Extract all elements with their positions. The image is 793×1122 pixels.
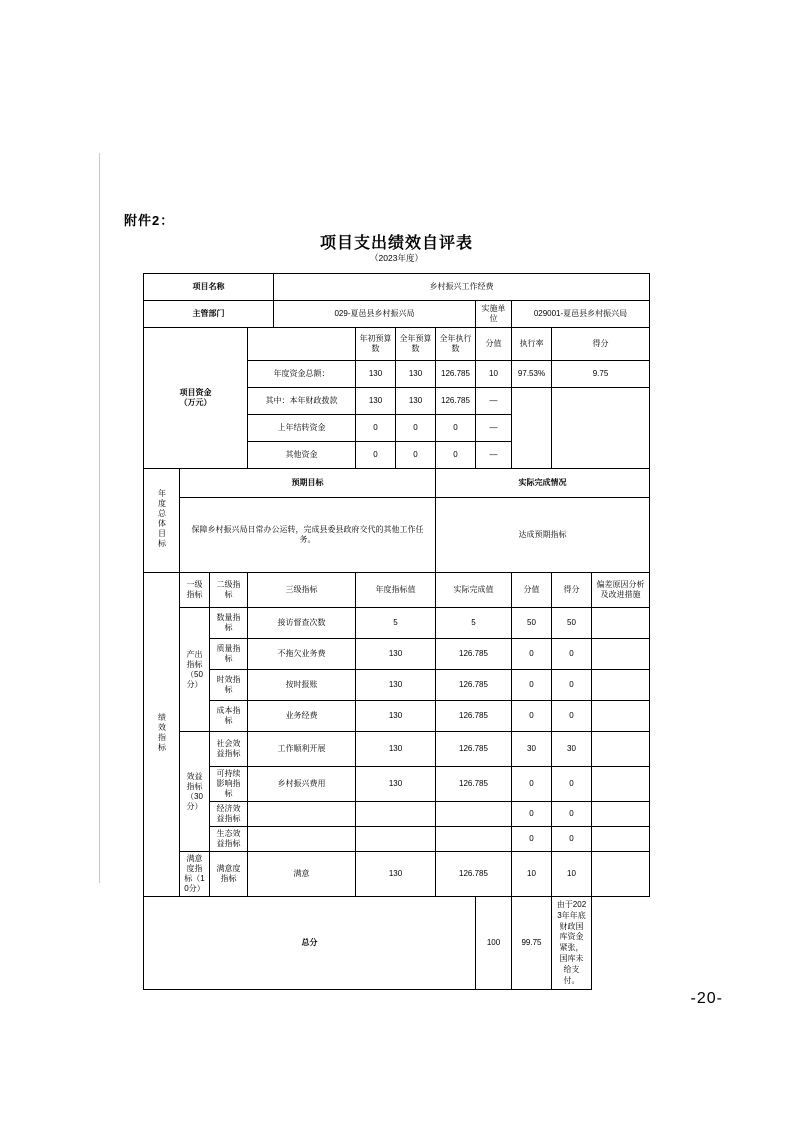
funds-cell: — — [476, 442, 512, 469]
level3-label: 不拖欠业务费 — [248, 639, 356, 670]
funds-col-header: 全年预算数 — [396, 328, 436, 361]
funds-cell: 130 — [356, 361, 396, 388]
total-score: 100 — [476, 897, 512, 990]
page-subtitle: （2023年度） — [370, 253, 423, 263]
table-row-total — [144, 897, 650, 990]
level2-label: 经济效益指标 — [210, 802, 248, 827]
score-value: 10 — [512, 852, 552, 897]
group-label-satisfaction: 满意度指标（10分） — [180, 852, 210, 897]
remark-value — [592, 670, 650, 701]
score-value: 0 — [512, 639, 552, 670]
funds-row-label: 其中：本年财政拨款 — [248, 388, 356, 415]
remark-value — [592, 827, 650, 852]
col-header-level3: 三级指标 — [248, 573, 356, 608]
funds-label: 项目资金 （万元） — [144, 328, 248, 469]
level3-label: 乡村振兴费用 — [248, 767, 356, 802]
level3-label: 满意 — [248, 852, 356, 897]
col-header-score: 分值 — [512, 573, 552, 608]
remark-value — [592, 767, 650, 802]
remark-value — [592, 852, 650, 897]
funds-cell: 130 — [396, 361, 436, 388]
score-value: 0 — [512, 802, 552, 827]
dept-value: 029-夏邑县乡村振兴局 — [274, 301, 476, 328]
target-value: 130 — [356, 670, 436, 701]
table-row — [144, 670, 650, 701]
group-label-output: 产出指标 （50分） — [180, 608, 210, 732]
funds-cell-blank — [552, 388, 650, 469]
actual-value: 5 — [436, 608, 512, 639]
actual-goal-header: 实际完成情况 — [436, 469, 650, 498]
col-header-remark: 偏差原因分析及改进措施 — [592, 573, 650, 608]
table-row — [144, 301, 650, 328]
table-row — [144, 274, 650, 301]
total-point: 99.75 — [512, 897, 552, 990]
funds-cell: 10 — [476, 361, 512, 388]
total-remark: 由于2023年年底财政国库资金紧张，国库未给支付。 — [552, 897, 592, 990]
annual-goal-side-label — [144, 469, 180, 573]
point-value: 0 — [552, 802, 592, 827]
point-value: 0 — [552, 639, 592, 670]
remark-value — [592, 802, 650, 827]
level3-label: 按时报账 — [248, 670, 356, 701]
col-header-target: 年度指标值 — [356, 573, 436, 608]
funds-col-header: 执行率 — [512, 328, 552, 361]
project-name-label: 项目名称 — [144, 274, 274, 301]
score-value: 30 — [512, 732, 552, 767]
level3-label: 业务经费 — [248, 701, 356, 732]
funds-cell-blank — [512, 388, 552, 469]
unit-label: 实施单位 — [476, 301, 512, 328]
table-row — [144, 701, 650, 732]
dept-label: 主管部门 — [144, 301, 274, 328]
level2-label: 可持续影响指标 — [210, 767, 248, 802]
expected-goal-header: 预期目标 — [180, 469, 436, 498]
indicators-side-label — [144, 573, 180, 897]
performance-evaluation-table — [143, 273, 650, 990]
actual-value: 126.785 — [436, 852, 512, 897]
indicators-side-text: 绩效指标 — [157, 713, 167, 753]
annual-goal-side-text: 年度总体目标 — [157, 489, 167, 549]
funds-cell: 126.785 — [436, 388, 476, 415]
funds-cell: 0 — [436, 442, 476, 469]
table-row — [144, 498, 650, 573]
target-value: 5 — [356, 608, 436, 639]
remark-value — [592, 639, 650, 670]
point-value: 0 — [552, 701, 592, 732]
page-number: -20- — [690, 990, 723, 1007]
target-value — [356, 802, 436, 827]
score-value: 0 — [512, 767, 552, 802]
group-label-benefit: 效益指标 （30分） — [180, 732, 210, 852]
table-row — [144, 573, 650, 608]
funds-col-header: 全年执行数 — [436, 328, 476, 361]
point-value: 0 — [552, 767, 592, 802]
funds-row-label: 其他资金 — [248, 442, 356, 469]
remark-value — [592, 608, 650, 639]
actual-value: 126.785 — [436, 670, 512, 701]
table-row — [144, 802, 650, 827]
funds-row-label: 上年结转资金 — [248, 415, 356, 442]
level2-label: 时效指标 — [210, 670, 248, 701]
remark-value — [592, 732, 650, 767]
table-row — [144, 827, 650, 852]
funds-col-header: 得分 — [552, 328, 650, 361]
score-value: 0 — [512, 827, 552, 852]
funds-blank-header — [248, 328, 356, 361]
funds-cell: 0 — [356, 442, 396, 469]
funds-col-header: 年初预算数 — [356, 328, 396, 361]
level3-label: 接访督查次数 — [248, 608, 356, 639]
funds-cell: 0 — [396, 442, 436, 469]
table-row — [144, 328, 650, 361]
point-value: 10 — [552, 852, 592, 897]
col-header-point: 得分 — [552, 573, 592, 608]
level2-label: 质量指标 — [210, 639, 248, 670]
level2-label: 满意度指标 — [210, 852, 248, 897]
attachment-label: 附件2： — [124, 213, 175, 228]
point-value: 0 — [552, 827, 592, 852]
page-title: 项目支出绩效自评表 — [319, 235, 473, 252]
actual-value: 126.785 — [436, 701, 512, 732]
level2-label: 成本指标 — [210, 701, 248, 732]
point-value: 0 — [552, 670, 592, 701]
col-header-level2: 二级指标 — [210, 573, 248, 608]
funds-cell: 130 — [396, 388, 436, 415]
actual-value: 126.785 — [436, 639, 512, 670]
actual-goal-text: 达成预期指标 — [436, 498, 650, 573]
funds-cell: 130 — [356, 388, 396, 415]
target-value: 130 — [356, 701, 436, 732]
total-label: 总分 — [144, 897, 476, 990]
table-row — [144, 469, 650, 498]
actual-value: 126.785 — [436, 732, 512, 767]
target-value: 130 — [356, 767, 436, 802]
actual-value: 126.785 — [436, 767, 512, 802]
level3-label — [248, 827, 356, 852]
actual-value — [436, 827, 512, 852]
table-row — [144, 608, 650, 639]
funds-cell: 9.75 — [552, 361, 650, 388]
col-header-actual: 实际完成值 — [436, 573, 512, 608]
target-value: 130 — [356, 732, 436, 767]
table-row — [144, 639, 650, 670]
level3-label: 工作顺利开展 — [248, 732, 356, 767]
funds-col-header: 分值 — [476, 328, 512, 361]
table-row — [144, 767, 650, 802]
score-value: 0 — [512, 701, 552, 732]
table-row — [144, 732, 650, 767]
score-value: 0 — [512, 670, 552, 701]
level3-label — [248, 802, 356, 827]
target-value — [356, 827, 436, 852]
funds-row-label: 年度资金总额： — [248, 361, 356, 388]
funds-cell: — — [476, 388, 512, 415]
funds-cell: 0 — [396, 415, 436, 442]
level2-label: 生态效益指标 — [210, 827, 248, 852]
target-value: 130 — [356, 639, 436, 670]
expected-goal-text: 保障乡村振兴局日常办公运转，完成县委县政府交代的其他工作任务。 — [180, 498, 436, 573]
funds-cell: — — [476, 415, 512, 442]
point-value: 30 — [552, 732, 592, 767]
level2-label: 社会效益指标 — [210, 732, 248, 767]
unit-value: 029001-夏邑县乡村振兴局 — [512, 301, 650, 328]
project-name-value: 乡村振兴工作经费 — [274, 274, 650, 301]
point-value: 50 — [552, 608, 592, 639]
target-value: 130 — [356, 852, 436, 897]
level2-label: 数量指标 — [210, 608, 248, 639]
table-row — [144, 852, 650, 897]
actual-value — [436, 802, 512, 827]
funds-cell: 0 — [356, 415, 396, 442]
funds-cell: 126.785 — [436, 361, 476, 388]
col-header-level1: 一级指标 — [180, 573, 210, 608]
funds-cell: 0 — [436, 415, 476, 442]
remark-value — [592, 701, 650, 732]
score-value: 50 — [512, 608, 552, 639]
funds-cell: 97.53% — [512, 361, 552, 388]
